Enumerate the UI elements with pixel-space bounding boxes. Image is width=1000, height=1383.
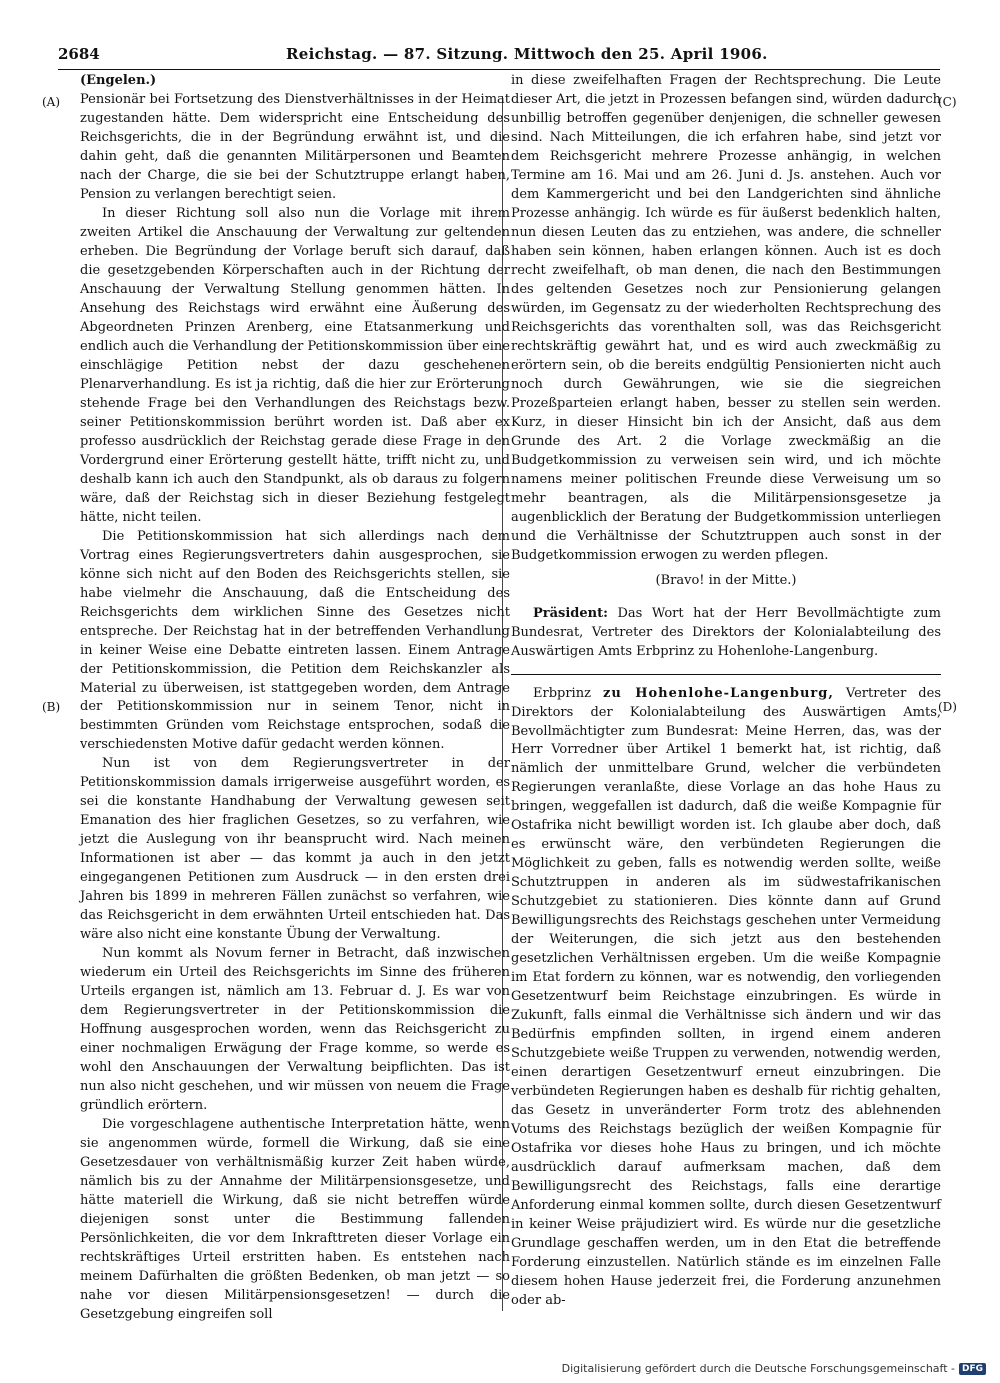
footer-text: Digitalisierung gefördert durch die Deutsche Forschungsgemeinschaft - <box>561 1362 955 1375</box>
speaker2-paragraph <box>511 685 941 1311</box>
applause-note: (Bravo! in der Mitte.) <box>655 572 797 588</box>
margin-marker-c: (C) <box>938 95 957 109</box>
margin-marker-d: (D) <box>938 700 957 714</box>
left-paragraph-6: Die vorgeschlagene authentische Interpretation hätte, wenn sie angenommen würde, formell die Wirkung, daß sie eine Gesetzesdauer von verhältnismäßig kurzer Zeit haben würde, nämlich bis zu der Annahme der Militärpensionsgesetze, und hätte materiell die Wirkung, daß sie nicht betreffen würde diejenigen sonst unter die Bestimmung fallenden Persönlichkeiten, die vor dem Inkrafttreten dieser Vorlage ein rechtskräftiges Urteil erstritten haben. Es entstehen nach meinem Dafürhalten die größten Bedenken, ob man jetzt — so nahe vor diesen Militärpensionsgesetzen! — durch die Gesetzgebung eingreifen soll <box>80 1117 510 1322</box>
margin-marker-a: (A) <box>42 95 61 109</box>
president-paragraph <box>511 605 941 662</box>
left-paragraph-5: Nun kommt als Novum ferner in Betracht, daß inzwischen wiederum ein Urteil des Reichsgerichts im Sinne des früheren Urteils ergangen ist, nämlich am 13. Februar d. J. Es war von dem Regierungsvertreter in der Petitionskommission die Hoffnung ausgesprochen worden, wenn das Reichsgericht zu einer nochmaligen Erwägung der Frage komme, so werde es wohl den Anschauungen der Verwaltung beipflichten. Das ist nun also nicht geschehen, und wir müssen von neuem die Frage gründlich erörtern. <box>80 946 510 1114</box>
section-rule <box>511 674 941 675</box>
speaker-label: (Engelen.) <box>80 73 157 88</box>
left-column <box>80 72 510 1325</box>
footer <box>562 1362 986 1375</box>
left-paragraph-2: In dieser Richtung soll also nun die Vorlage mit ihrem zweiten Artikel die Anschauung der Verwaltung zur geltenden erheben. Die Begründung der Vorlage beruft sich darauf, daß die gesetzgebenden Körperschaften auch in der Richtung der Anschauung der Verwaltung Stellung genommen hätten. In Ansehung des Reichstags wird erwähnt eine Äußerung des Abgeordneten Prinzen Arenberg, eine Etatsanmerkung und endlich auch die Verhandlung der Petitionskommission über eine einschlägige Petition nebst der dazu geschehenen Plenarverhandlung. Es ist ja richtig, daß die hier zur Erörterung stehende Frage bei den Verhandlungen des Reichstags bezw. seiner Petitionskommission berührt worden ist. Daß aber ex professo ausdrücklich der Reichstag gerade diese Frage in den Vordergrund einer Erörterung gestellt hätte, trifft nicht zu, und deshalb kann ich auch den Standpunkt, als ob daraus zu folgern wäre, daß der Reichstag sich in dieser Beziehung festgelegt hätte, nicht teilen. <box>80 205 510 525</box>
left-paragraph-1: Pensionär bei Fortsetzung des Dienstverhältnisses in der Heimat zugestanden hätte. Dem widerspricht eine Entscheidung des Reichsgerichts, die in der Begründung erwähnt ist, und die dahin geht, daß die genannten Militärpersonen und Beamten nach der Charge, die sie bei der Schutztruppe erlangt haben, Pension zu verlangen berechtigt seien. <box>80 91 510 202</box>
right-column <box>511 72 941 1311</box>
speaker2-prefix: Erbprinz <box>533 685 591 701</box>
page-header <box>58 45 940 70</box>
right-paragraph-1: in diese zweifelhaften Fragen der Rechtsprechung. Die Leute dieser Art, die jetzt in Prozessen befangen sind, würden dadurch unbillig betroffen gegenüber denjenigen, die schneller gewesen sind. Nach Mitteilungen, die ich erfahren habe, sind jetzt vor dem Reichsgericht mehrere Prozesse anhängig, in welchen Termine am 16. Mai und am 26. Juni d. Js. anstehen. Auch vor dem Kammergericht und bei den Landgerichten sind ähnliche Prozesse anhängig. Ich würde es für äußerst bedenklich halten, nun diesen Leuten das zu entziehen, was andere, die schneller haben sein können, haben erlangen können. Auch ist es doch recht zweifelhaft, ob man denen, die nach den Bestimmungen des geltenden Gesetzes noch zur Pensionierung gelangen würden, im Gegensatz zu der wiederholten Rechtsprechung des Reichsgerichts das vorenthalten soll, was das Reichsgericht rechtskräftig gewährt hat, und es wird auch zweckmäßig zu erörtern sein, ob die bereits endgültig Pensionierten nicht auch noch durch Gewährungen, wie sie die siegreichen Prozeßparteien erlangt haben, besser zu stellen sein werden. Kurz, in dieser Hinsicht bin ich der Ansicht, daß aus dem Grunde des Art. 2 die Vorlage zweckmäßig an die Budgetkommission zu verweisen sein wird, und ich möchte namens meiner politischen Freunde diese Verweisung um so mehr beantragen, als die Militärpensionsgesetze ja augenblicklich der Beratung der Budgetkommission unterliegen und die Verhältnisse der Schutztruppen auch sonst in der Budgetkommission erwogen zu werden pflegen. <box>511 73 941 563</box>
speaker2-name: zu Hohenlohe-Langenburg, <box>602 685 834 701</box>
margin-marker-b: (B) <box>42 700 61 714</box>
dfg-logo-icon: DFG <box>959 1363 986 1375</box>
speaker2-text: Vertreter des Direktors der Kolonialabteilung des Auswärtigen Amts, Bevollmächtigter zum Bundesrat: Meine Herren, das, was der Herr Vorredner über Artikel 1 bemerkt hat, ist richtig, daß nämlich der unmittelbare Grund, welcher die verbündeten Regierungen veranlaßte, diese Vorlage an das hohe Haus zu bringen, weggefallen ist dadurch, daß die weiße Kompagnie für Ostafrika nicht bewilligt worden ist. Ich glaube aber doch, daß es erwünscht wäre, den verbündeten Regierungen die Möglichkeit zu geben, falls es notwendig werden sollte, weiße Schutztruppen in anderen als im südwestafrikanischen Schutzgebiet zu stationieren. Dies könnte dann auf Grund Bewilligungsrechts des Reichstags geschehen unter Vermeidung der Weiterungen, die sich jetzt aus den bestehenden gesetzlichen Verhältnissen ergeben. Um die weiße Kompagnie im Etat fordern zu können, war es notwendig, den vorliegenden Gesetzentwurf beim Reichstage einzubringen. Es würde in Zukunft, falls einmal die Verhältnisse sich ändern und wir das Bedürfnis empfinden sollten, in irgend einem anderen Schutzgebiete weiße Truppen zu verwenden, notwendig werden, einen derartigen Gesetzentwurf erneut einzubringen. Die verbündeten Regierungen haben es deshalb für richtig gehalten, das Gesetz in unveränderter Form trotz des ablehnenden Votums des Reichstags bezüglich der weißen Kompagnie für Ostafrika vor dieses hohe Haus zu bringen, und ich möchte ausdrücklich darauf aufmerksam machen, daß dem Bewilligungsrecht des Reichstags, falls eine derartige Anforderung einmal kommen sollte, durch diesen Gesetzentwurf in keiner Weise präjudiziert wird. Es würde nur die gesetzliche Grundlage geschaffen werden, um in den Etat die betreffende Forderung einzustellen. Natürlich stände es im einzelnen Falle diesem hohen Hause jederzeit frei, die Forderung anzunehmen oder ab- <box>511 685 941 1309</box>
president-label: Präsident: <box>533 605 608 621</box>
page-number: 2684 <box>58 45 100 63</box>
left-paragraph-4: Nun ist von dem Regierungsvertreter in der Petitionskommission damals irrigerweise ausgeführt worden, es sei die konstante Handhabung der Verwaltung gewesen seit Emanation des hier fraglichen Gesetzes, so zu verfahren, wie jetzt die Auslegung von ihr beansprucht wird. Nach meinen Informationen ist aber — das kommt ja auch in den jetzt eingegangenen Petitionen zum Ausdruck — in den ersten drei Jahren bis 1899 in mehreren Fällen zunächst so verfahren, wie das Reichsgericht in dem erwähnten Urteil entschieden hat. Das wäre also nicht eine konstante Übung der Verwaltung. <box>80 756 510 943</box>
president-text: Das Wort hat der Herr Bevollmächtigte zum Bundesrat, Vertreter des Direktors der Kolonialabteilung des Auswärtigen Amts Erbprinz zu Hohenlohe-Langenburg. <box>511 605 941 659</box>
left-paragraph-3: Die Petitionskommission hat sich allerdings nach dem Vortrag eines Regierungsvertreters dahin ausgesprochen, sie könne sich nicht auf den Boden des Reichsgerichts stellen, sie habe vielmehr die Anschauung, daß die Entscheidung des Reichsgerichts dem wirklichen Sinne des Gesetzes nicht entspreche. Der Reichstag hat in der betreffenden Verhandlung in keiner Weise eine Debatte eintreten lassen. Einem Antrage der Petitionskommission, die Petition dem Reichskanzler als Material zu überweisen, ist stattgegeben worden, dem Antrage der Petitionskommission nur in seinem Tenor, nicht in bestimmten Gründen vom Reichstage entsprochen, sodaß die verschiedensten Motive dafür gedacht werden können. <box>80 528 510 753</box>
running-head: Reichstag. — 87. Sitzung. Mittwoch den 25. April 1906. <box>286 45 768 63</box>
